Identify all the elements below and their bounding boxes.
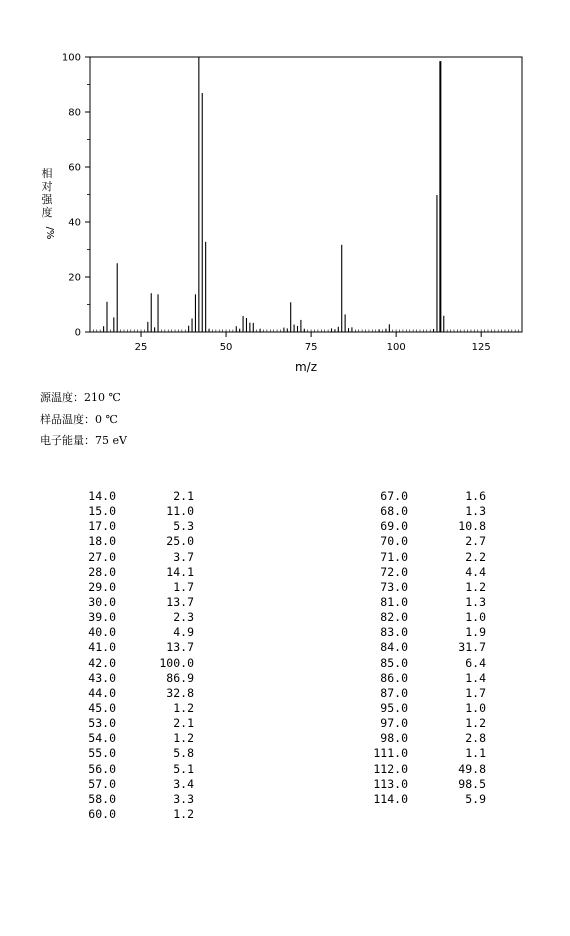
mz-value: 82.0 xyxy=(380,610,408,625)
electron-energy-label: 电子能量： xyxy=(40,434,95,447)
y-tick-label: 80 xyxy=(68,107,81,119)
mz-value: 113.0 xyxy=(373,776,408,791)
intensity-value: 3.7 xyxy=(173,549,194,564)
mz-value: 42.0 xyxy=(88,655,116,670)
y-label-char: 度 xyxy=(41,206,53,219)
x-tick-label: 125 xyxy=(471,342,491,353)
mz-value: 97.0 xyxy=(380,716,408,731)
mz-value: 67.0 xyxy=(380,489,408,503)
y-tick-label: 20 xyxy=(68,272,81,284)
intensity-value: 1.9 xyxy=(465,625,486,640)
intensity-value: 10.8 xyxy=(458,519,486,534)
intensity-value: 1.2 xyxy=(465,716,486,731)
intensity-value: 1.2 xyxy=(173,700,194,715)
intensity-value: 1.0 xyxy=(465,700,486,715)
intensity-value: 98.5 xyxy=(458,776,486,791)
intensity-value: 13.7 xyxy=(166,640,194,655)
intensity-value: 2.8 xyxy=(465,731,486,746)
intensity-value: 3.4 xyxy=(173,776,194,791)
mz-value: 70.0 xyxy=(380,534,408,549)
mz-value: 84.0 xyxy=(380,640,408,655)
mz-value: 56.0 xyxy=(88,761,116,776)
intensity-value: 1.2 xyxy=(173,731,194,746)
intensity-value: 2.7 xyxy=(465,534,486,549)
intensity-value: 1.2 xyxy=(173,806,194,821)
sample-temperature-value: 0 ℃ xyxy=(95,413,118,426)
mz-value: 18.0 xyxy=(88,534,116,549)
intensity-value: 5.8 xyxy=(173,746,194,761)
intensity-value: 2.1 xyxy=(173,489,194,503)
mz-value: 45.0 xyxy=(88,700,116,715)
mz-value: 87.0 xyxy=(380,685,408,700)
y-label-char: 对 xyxy=(41,180,53,193)
y-label-char: 相 xyxy=(41,167,53,180)
y-tick-label: 0 xyxy=(74,327,81,339)
intensity-value: 2.2 xyxy=(465,549,486,564)
mass-spectrum-chart xyxy=(0,0,570,380)
y-label-unit: /% xyxy=(44,226,55,240)
mz-value: 112.0 xyxy=(373,761,408,776)
mz-value: 57.0 xyxy=(88,776,116,791)
mz-value: 98.0 xyxy=(380,731,408,746)
mz-value: 15.0 xyxy=(88,504,116,519)
intensity-value: 100.0 xyxy=(159,655,194,670)
x-tick-label: 75 xyxy=(304,342,318,353)
mz-value: 28.0 xyxy=(88,564,116,579)
source-temperature xyxy=(40,389,121,405)
mz-value: 44.0 xyxy=(88,685,116,700)
mz-value: 41.0 xyxy=(88,640,116,655)
x-tick-label: 100 xyxy=(386,342,406,353)
peak-bars xyxy=(104,57,444,332)
intensity-value: 1.0 xyxy=(465,610,486,625)
mz-value: 53.0 xyxy=(88,716,116,731)
intensity-value: 2.3 xyxy=(173,610,194,625)
intensity-value: 1.3 xyxy=(465,504,486,519)
mz-value: 73.0 xyxy=(380,579,408,594)
y-tick-label: 60 xyxy=(68,162,81,174)
mz-value: 55.0 xyxy=(88,746,116,761)
mz-value: 54.0 xyxy=(88,731,116,746)
electron-energy xyxy=(40,432,127,448)
spectrum-plot xyxy=(0,0,570,380)
source-temperature-label: 源温度： xyxy=(40,391,84,404)
intensity-value: 1.7 xyxy=(465,685,486,700)
mz-value: 27.0 xyxy=(88,549,116,564)
sample-temperature xyxy=(40,411,118,427)
intensity-value: 13.7 xyxy=(166,594,194,609)
plot-frame xyxy=(90,57,522,332)
mz-value: 81.0 xyxy=(380,594,408,609)
intensity-value: 1.2 xyxy=(465,579,486,594)
y-tick-label: 100 xyxy=(61,52,81,64)
x-axis-ticks xyxy=(135,332,491,353)
mz-value: 69.0 xyxy=(380,519,408,534)
mz-value: 86.0 xyxy=(380,670,408,685)
intensity-value: 1.3 xyxy=(465,594,486,609)
intensity-value: 25.0 xyxy=(166,534,194,549)
intensity-value: 11.0 xyxy=(166,504,194,519)
intensity-value: 5.1 xyxy=(173,761,194,776)
mz-value: 85.0 xyxy=(380,655,408,670)
intensity-value: 4.4 xyxy=(465,564,486,579)
mz-value: 43.0 xyxy=(88,670,116,685)
x-axis-label: m/z xyxy=(294,360,318,374)
mz-value: 60.0 xyxy=(88,806,116,821)
intensity-value: 32.8 xyxy=(166,685,194,700)
intensity-value: 14.1 xyxy=(166,564,194,579)
mz-value: 72.0 xyxy=(380,564,408,579)
y-tick-label: 40 xyxy=(68,217,81,229)
mz-value: 83.0 xyxy=(380,625,408,640)
intensity-value: 2.1 xyxy=(173,716,194,731)
intensity-value: 5.3 xyxy=(173,519,194,534)
intensity-value: 31.7 xyxy=(458,640,486,655)
mz-value: 95.0 xyxy=(380,700,408,715)
intensity-value: 3.3 xyxy=(173,791,194,806)
mz-value: 71.0 xyxy=(380,549,408,564)
intensity-value: 1.4 xyxy=(465,670,486,685)
source-temperature-value: 210 ℃ xyxy=(84,391,121,404)
intensity-value: 49.8 xyxy=(458,761,486,776)
y-label-char: 强 xyxy=(41,193,53,206)
mz-value: 14.0 xyxy=(88,489,116,503)
x-tick-label: 50 xyxy=(219,342,233,353)
y-axis-label xyxy=(42,166,56,239)
intensity-value: 4.9 xyxy=(173,625,194,640)
y-axis-ticks xyxy=(62,53,90,339)
electron-energy-value: 75 eV xyxy=(95,434,127,447)
mz-value: 114.0 xyxy=(373,791,408,806)
x-tick-label: 25 xyxy=(134,342,148,353)
mz-value: 40.0 xyxy=(88,625,116,640)
mz-value: 68.0 xyxy=(380,504,408,519)
mz-value: 39.0 xyxy=(88,610,116,625)
mz-value: 111.0 xyxy=(373,746,408,761)
mz-value: 30.0 xyxy=(88,594,116,609)
intensity-value: 6.4 xyxy=(465,655,486,670)
intensity-value: 1.6 xyxy=(465,489,486,503)
mz-value: 17.0 xyxy=(88,519,116,534)
mz-value: 29.0 xyxy=(88,579,116,594)
intensity-value: 1.7 xyxy=(173,579,194,594)
sample-temperature-label: 样品温度： xyxy=(40,413,95,426)
intensity-value: 1.1 xyxy=(465,746,486,761)
intensity-value: 5.9 xyxy=(465,791,486,806)
mz-value: 58.0 xyxy=(88,791,116,806)
intensity-value: 86.9 xyxy=(166,670,194,685)
